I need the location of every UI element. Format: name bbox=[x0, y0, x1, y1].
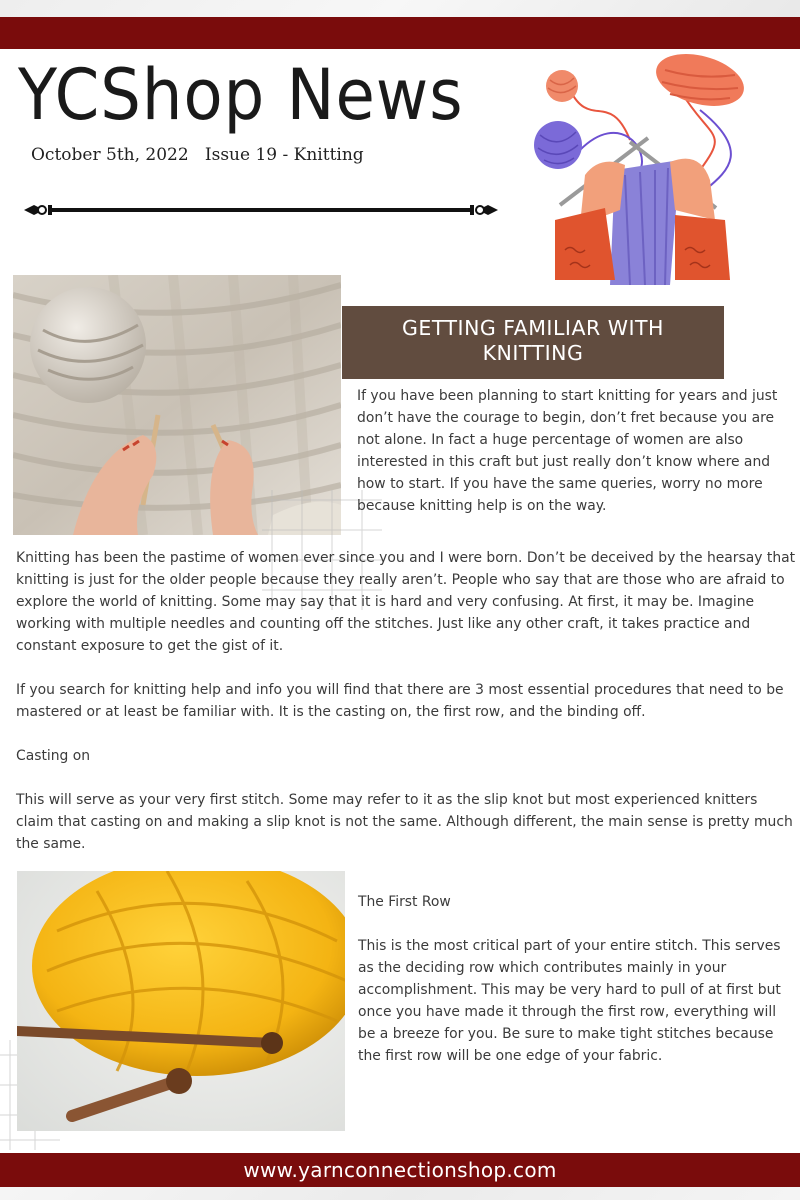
article-headline bbox=[342, 306, 724, 379]
heading-casting-on: Casting on bbox=[16, 748, 91, 764]
footer-banner bbox=[0, 1153, 800, 1187]
orange-yarn-skein bbox=[650, 50, 749, 115]
issue-line bbox=[31, 145, 364, 165]
yarn-needles-photo bbox=[17, 871, 345, 1131]
headline-line-2: KNITTING bbox=[482, 341, 584, 365]
paragraph-casting-on: This will serve as your very first stitch. Some may refer to it as the slip knot but most experienced knitters claim that casting on and making a slip knot is not the same. Although different, the main sense is pretty much the same. bbox=[16, 792, 793, 852]
top-banner bbox=[0, 17, 800, 49]
orange-yarn-ball bbox=[546, 70, 578, 102]
issue-number: Issue 19 - Knitting bbox=[204, 145, 364, 165]
intro-paragraph: If you have been planning to start knitting for years and just don’t have the courage to begin, don’t fret because you are not alone. In fact a huge percentage of women are also interested in this craft but just really don’t know where and how to start. If you have the same queries, worry no more because knitting help is on the way. bbox=[357, 388, 778, 514]
right-hand bbox=[670, 159, 715, 220]
paragraph-first-row: This is the most critical part of your entire stitch. This serves as the deciding row which contributes mainly in your accomplishment. This may be very hard to pull of at first but once you have made it through the first row, everything will be a breeze for you. Be sure to make tight stitches because the first row will be one edge of your fabric. bbox=[358, 938, 781, 1064]
left-sleeve bbox=[555, 208, 615, 280]
headline-line-1: GETTING FAMILIAR WITH bbox=[402, 316, 664, 340]
paragraph-knitting-pastime: Knitting has been the pastime of women ever since you and I were born. Don’t be deceived by the hearsay that knitting is just for the older people because they really aren’t. People who say that are those who are afraid to explore the world of knitting. Some may say that it is hard and very confusing. At first, it may be. Imagine working with multiple needles and counting off the stitches. Just like any other craft, it takes practice and constant exposure to get the gist of it. bbox=[16, 550, 796, 654]
knitting-illustration bbox=[530, 50, 770, 285]
purple-yarn-ball bbox=[534, 121, 582, 169]
website-link[interactable]: www.yarnconnectionshop.com bbox=[243, 1158, 557, 1182]
heading-first-row: The First Row bbox=[358, 894, 451, 910]
issue-date: October 5th, 2022 bbox=[31, 145, 189, 165]
paragraph-essential-procedures: If you search for knitting help and info you will find that there are 3 most essential procedures that need to be mastered or at least be familiar with. It is the casting on, the first row, and the binding off. bbox=[16, 682, 784, 720]
ornamental-divider bbox=[22, 200, 500, 220]
right-sleeve bbox=[675, 215, 730, 280]
newsletter-title: YCShop News bbox=[18, 55, 464, 137]
